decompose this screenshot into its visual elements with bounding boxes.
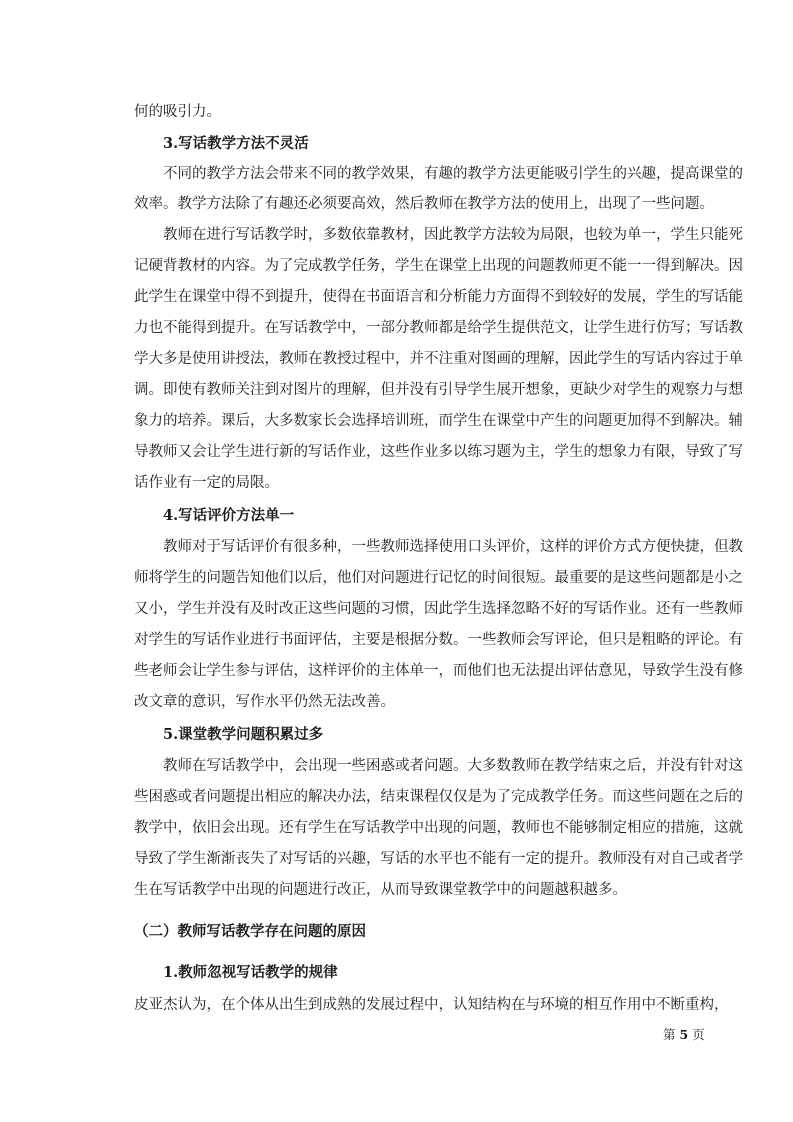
subheading-4: 4.写话评价方法单一 — [163, 507, 295, 524]
paragraph-line: 导教师又会让学生进行新的写话作业，这些作业多以练习题为主，学生的想象力有限，导致了写 — [134, 444, 743, 460]
paragraph-line: 教师在写话教学中，会出现一些困惑或者问题。大多数教师在教学结束之后，并没有针对这 — [163, 758, 743, 774]
paragraph-line: 何的吸引力。 — [134, 104, 221, 120]
paragraph-line: 学大多是使用讲授法，教师在教授过程中，并不注重对图画的理解，因此学生的写话内容过于单 — [134, 351, 743, 367]
section-heading: （二）教师写话教学存在问题的原因 — [134, 923, 366, 940]
page-number-footer — [663, 1027, 705, 1043]
paragraph-line: 皮亚杰认为，在个体从出生到成熟的发展过程中，认知结构在与环境的相互作用中不断重构， — [134, 997, 729, 1013]
paragraph-line: 教师在进行写话教学时，多数依靠教材，因此教学方法较为局限，也较为单一，学生只能死 — [163, 227, 743, 243]
paragraph-line: 效率。教学方法除了有趣还必须要高效，然后教师在教学方法的使用上，出现了一些问题。 — [134, 196, 714, 212]
subheading-3: 3.写话教学方法不灵活 — [163, 135, 309, 152]
paragraph-line: 对学生的写话作业进行书面评估，主要是根据分数。一些教师会写评论，但只是粗略的评论。有 — [134, 632, 743, 648]
page-number: 5 — [679, 1027, 689, 1042]
paragraph-line: 教学中，依旧会出现。还有学生在写话教学中出现的问题，教师也不能够制定相应的措施，这就 — [134, 820, 743, 836]
paragraph-line: 不同的教学方法会带来不同的教学效果，有趣的教学方法更能吸引学生的兴趣，提高课堂的 — [163, 166, 743, 182]
paragraph-line: 师将学生的问题告知他们以后，他们对问题进行记忆的时间很短。最重要的是这些问题都是小之 — [134, 570, 743, 586]
paragraph-line: 力也不能得到提升。在写话教学中，一部分教师都是给学生提供范文，让学生进行仿写；写话教 — [134, 320, 743, 336]
paragraph-line: 记硬背教材的内容。为了完成教学任务，学生在课堂上出现的问题教师更不能一一得到解决。因 — [134, 258, 743, 274]
paragraph-line: 又小，学生并没有及时改正这些问题的习惯，因此学生选择忽略不好的写话作业。还有一些教师 — [134, 601, 743, 617]
paragraph-line: 些困惑或者问题提出相应的解决办法，结束课程仅仅是为了完成教学任务。而这些问题在之后的 — [134, 789, 743, 805]
paragraph-line: 此学生在课堂中得不到提升，使得在书面语言和分析能力方面得不到较好的发展，学生的写话能 — [134, 289, 743, 305]
footer-suffix: 页 — [692, 1027, 705, 1042]
paragraph-line: 调。即使有教师关注到对图片的理解，但并没有引导学生展开想象，更缺少对学生的观察力与想 — [134, 382, 743, 398]
paragraph-line: 改文章的意识，写作水平仍然无法改善。 — [134, 694, 395, 710]
footer-prefix: 第 — [663, 1027, 676, 1042]
paragraph-line: 教师对于写话评价有很多种，一些教师选择使用口头评价，这样的评价方式方便快捷，但教 — [163, 539, 743, 555]
paragraph-line: 生在写话教学中出现的问题进行改正，从而导致课堂教学中的问题越积越多。 — [134, 882, 627, 898]
subheading-1: 1.教师忽视写话教学的规律 — [163, 964, 338, 981]
paragraph-line: 些老师会让学生参与评估，这样评价的主体单一，而他们也无法提出评估意见，导致学生没有修 — [134, 663, 743, 679]
subheading-5: 5.课堂教学问题积累过多 — [163, 726, 324, 743]
paragraph-line: 导致了学生渐渐丧失了对写话的兴趣，写话的水平也不能有一定的提升。教师没有对自己或者学 — [134, 851, 743, 867]
paragraph-line: 象力的培养。课后，大多数家长会选择培训班，而学生在课堂中产生的问题更加得不到解决。辅 — [134, 413, 743, 429]
paragraph-line: 话作业有一定的局限。 — [134, 475, 279, 491]
